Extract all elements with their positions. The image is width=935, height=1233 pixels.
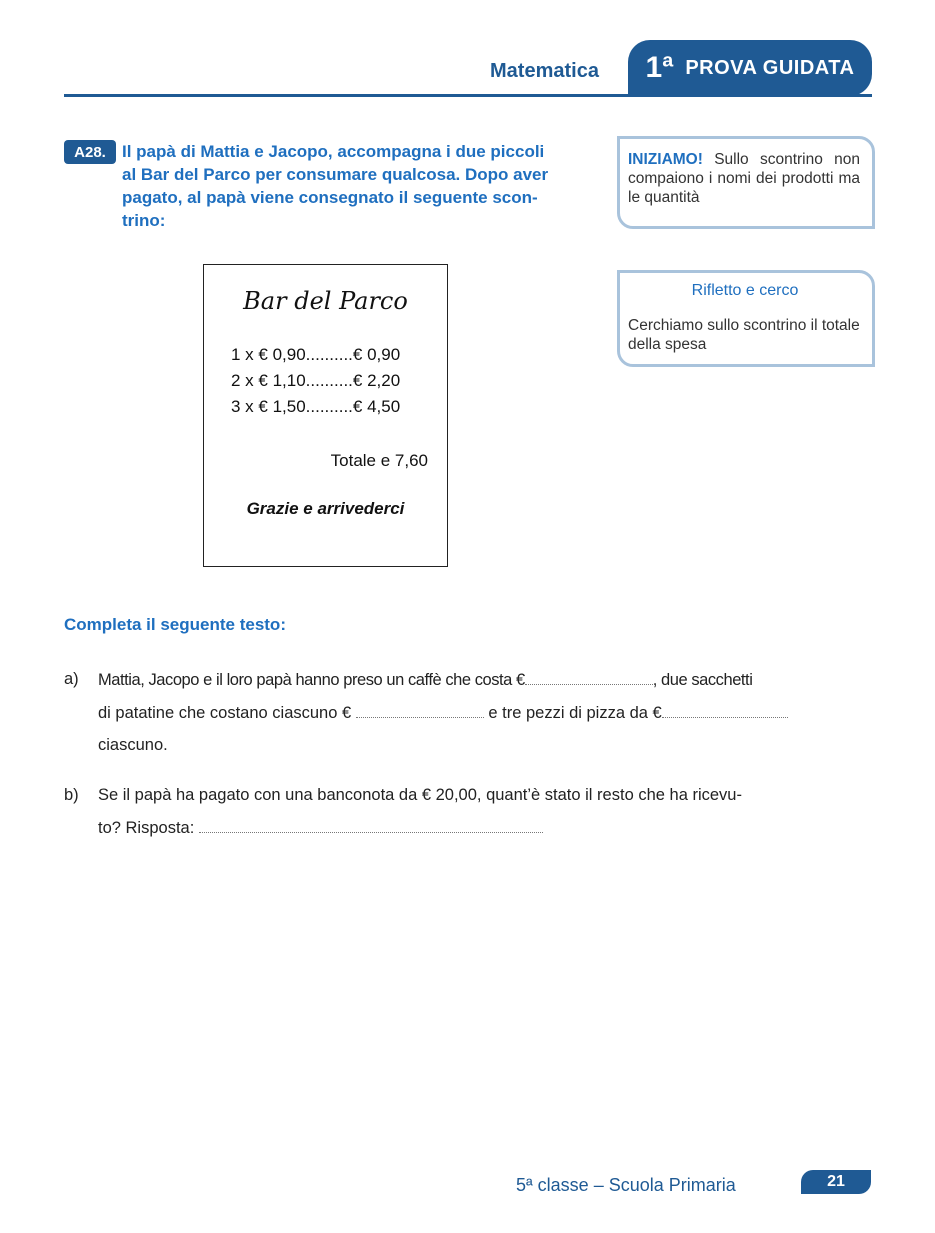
item-a-line-3: ciascuno. bbox=[98, 736, 168, 754]
item-a-label: a) bbox=[64, 670, 79, 688]
question-line: pagato, al papà viene consegnato il seguente scon- bbox=[122, 188, 538, 207]
receipt-title: Bar del Parco bbox=[243, 287, 408, 315]
item-a-line-2 bbox=[98, 703, 788, 723]
answer-blank[interactable] bbox=[662, 703, 788, 718]
page-number: 21 bbox=[801, 1170, 871, 1194]
receipt-line: 1 x € 0,90..........€ 0,90 bbox=[231, 345, 401, 364]
item-b-line-1: Se il papà ha pagato con una banconota da € 20,00, quant’è stato il resto che ha ricevu- bbox=[98, 786, 742, 804]
footer-text: 5ª classe – Scuola Primaria bbox=[516, 1175, 736, 1195]
hint-rifletto-title: Rifletto e cerco bbox=[691, 282, 799, 299]
receipt-line: 2 x € 1,10..........€ 2,20 bbox=[231, 371, 401, 390]
tab-label: PROVA GUIDATA bbox=[685, 56, 855, 79]
item-a-text: Mattia, Jacopo e il loro papà hanno preso un caffè che costa € bbox=[98, 671, 525, 689]
item-a-text: e tre pezzi di pizza da € bbox=[488, 704, 662, 722]
question-line: trino: bbox=[122, 211, 166, 230]
hint-iniziamo-text bbox=[628, 150, 860, 207]
receipt bbox=[203, 264, 448, 567]
item-a-text: , due sacchetti bbox=[652, 671, 753, 689]
receipt-line: 3 x € 1,50..........€ 4,50 bbox=[231, 397, 401, 416]
answer-blank[interactable] bbox=[199, 818, 543, 833]
hint-iniziamo-label: INIZIAMO! bbox=[628, 151, 703, 168]
answer-blank[interactable] bbox=[525, 670, 653, 685]
answer-blank[interactable] bbox=[356, 703, 484, 718]
item-b-line-2 bbox=[98, 818, 543, 838]
item-b-label: b) bbox=[64, 786, 79, 804]
instructions-heading: Completa il seguente testo: bbox=[64, 615, 286, 634]
item-a-line-1 bbox=[98, 670, 752, 690]
question-line: al Bar del Parco per consumare qualcosa. Dopo aver bbox=[122, 165, 549, 184]
receipt-total: Totale e 7,60 bbox=[330, 451, 428, 470]
question-line: Il papà di Mattia e Jacopo, accompagna i due piccoli bbox=[122, 142, 545, 161]
subject-title: Matematica bbox=[490, 60, 599, 82]
hint-iniziamo-body: Sullo scontrino non compaiono i nomi dei prodotti ma le quantità bbox=[628, 151, 860, 206]
hint-rifletto-body: Cerchiamo sullo scontrino il totale della spesa bbox=[628, 317, 860, 353]
item-a-text: di patatine che costano ciascuno € bbox=[98, 704, 352, 722]
item-b-text: to? Risposta: bbox=[98, 819, 195, 837]
tab-number: 1ª bbox=[645, 51, 674, 84]
receipt-thanks: Grazie e arrivederci bbox=[246, 499, 405, 518]
test-type-tab bbox=[628, 40, 872, 96]
question-badge: A28. bbox=[64, 140, 116, 164]
question-text bbox=[122, 140, 594, 232]
